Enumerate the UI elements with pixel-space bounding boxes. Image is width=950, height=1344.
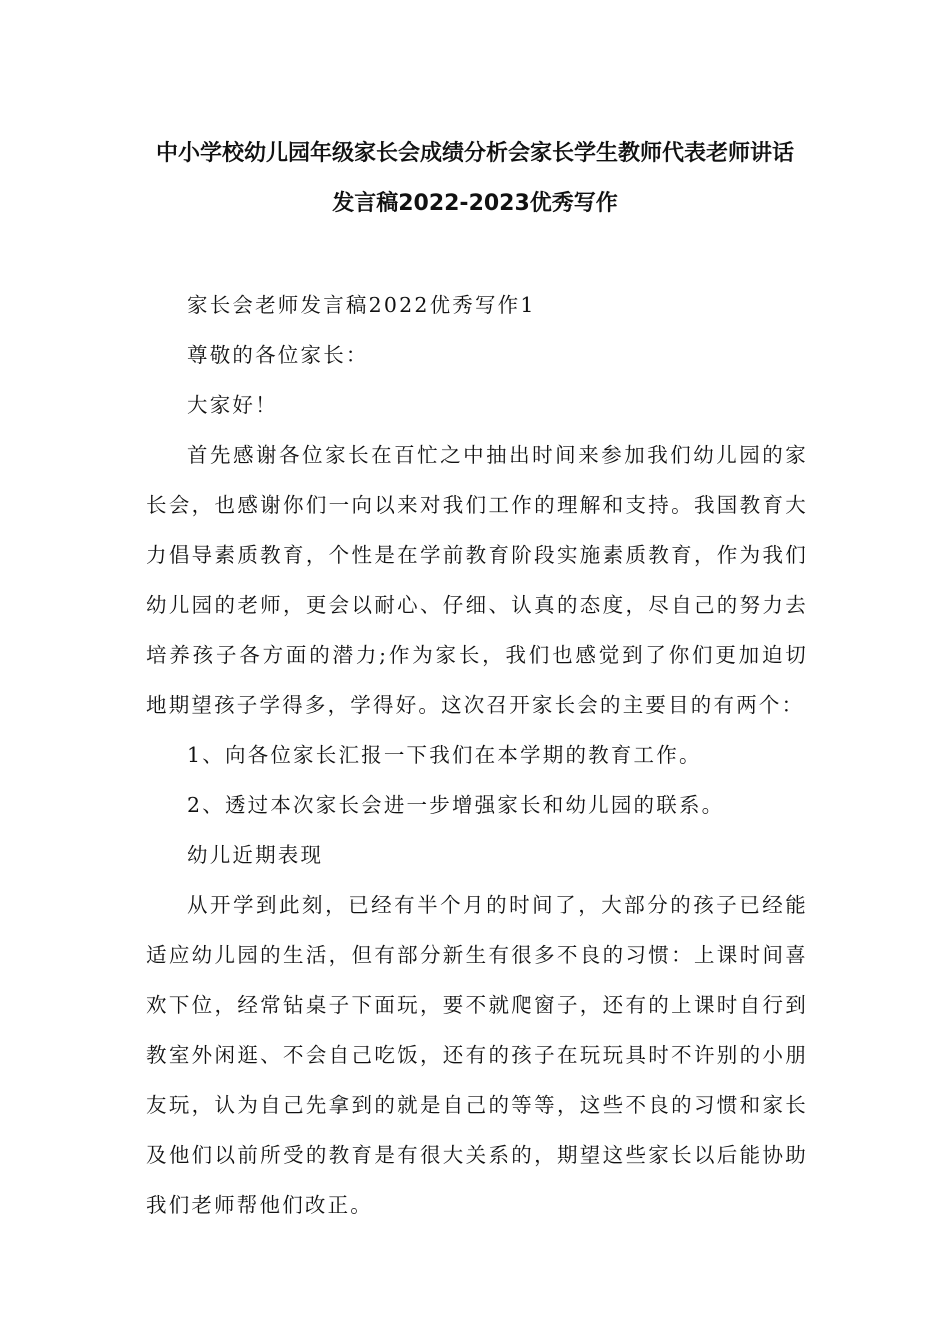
section-heading: 家长会老师发言稿2022优秀写作1 [187, 293, 536, 317]
document-title-line-1: 中小学校幼儿园年级家长会成绩分析会家长学生教师代表老师讲话 [155, 141, 794, 166]
list-item-1: 1、向各位家长汇报一下我们在本学期的教育工作。 [187, 743, 702, 767]
document-title-line-2: 发言稿2022-2023优秀写作 [332, 191, 618, 216]
greeting: 大家好！ [187, 393, 278, 417]
document-body [146, 280, 808, 1230]
paragraph-intro: 首先感谢各位家长在百忙之中抽出时间来参加我们幼儿园的家长会，也感谢你们一向以来对我们工作的理解和支持。我国教育大力倡导素质教育，个性是在学前教育阶段实施素质教育，作为我们幼儿园的老师，更会以耐心、仔细、认真的态度，尽自己的努力去培养孩子各方面的潜力;作为家长，我们也感觉到了你们更加迫切地期望孩子学得多，学得好。这次召开家长会的主要目的有两个： [146, 443, 808, 717]
subheading-recent-performance: 幼儿近期表现 [187, 843, 324, 867]
paragraph-performance: 从开学到此刻，已经有半个月的时间了，大部分的孩子已经能适应幼儿园的生活，但有部分新生有很多不良的习惯：上课时间喜欢下位，经常钻桌子下面玩，要不就爬窗子，还有的上课时自行到教室外闲逛、不会自己吃饭，还有的孩子在玩玩具时不许别的小朋友玩，认为自己先拿到的就是自己的等等，这些不良的习惯和家长及他们以前所受的教育是有很大关系的，期望这些家长以后能协助我们老师帮他们改正。 [146, 893, 808, 1217]
list-item-2: 2、透过本次家长会进一步增强家长和幼儿园的联系。 [187, 793, 725, 817]
salutation: 尊敬的各位家长： [187, 343, 369, 367]
